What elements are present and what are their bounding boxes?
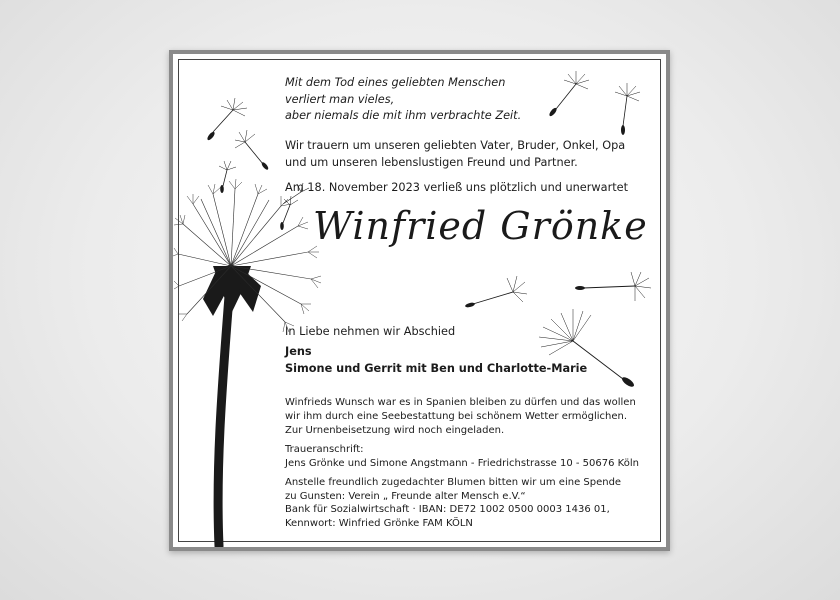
deceased-name: Winfried Grönke [313,204,648,248]
donation-info [285,476,621,530]
mourners-list [285,344,587,377]
dandelion-illustration [173,54,666,547]
wish-line: Zur Urnenbeisetzung wird noch eingeladen. [285,425,505,436]
donation-line: zu Gunsten: Verein „ Freunde alter Mensch e.V.“ [285,490,526,502]
motto-line: Mit dem Tod eines geliebten Menschen [285,76,506,89]
mourning-line: Wir trauern um unseren geliebten Vater, Bruder, Onkel, Opa [285,139,626,152]
wish-line: wir ihm durch eine Seebestattung bei schönem Wetter ermöglichen. [285,411,628,422]
donation-line: Bank für Sozialwirtschaft · IBAN: DE72 1002 0500 0003 1436 01, [285,504,610,515]
motto-line: aber niemals die mit ihm verbrachte Zeit. [285,109,522,122]
mourning-address [285,443,639,471]
motto-line: verliert man vieles, [285,92,395,106]
farewell-line: In Liebe nehmen wir Abschied [285,325,456,338]
mourning-statement [285,138,625,171]
date-line: Am 18. November 2023 verließ uns plötzlich und unerwartet [285,181,629,194]
obituary-card [169,50,670,551]
burial-wish [285,396,636,438]
mourning-line: und um unseren lebenslustigen Freund und Partner. [285,155,578,169]
donation-line: Anstelle freundlich zugedachter Blumen bitten wir um eine Spende [285,477,622,488]
address-line: Jens Grönke und Simone Angstmann - Friedrichstrasse 10 - 50676 Köln [285,458,639,469]
card-paper [173,54,666,547]
address-label: Traueranschrift: [285,444,364,455]
mourner-line: Simone und Gerrit mit Ben und Charlotte-Marie [285,361,588,375]
mourner-line: Jens [285,345,312,358]
donation-line: Kennwort: Winfried Grönke FAM KÖLN [285,517,473,529]
motto-quote [285,75,521,125]
wish-line: Winfrieds Wunsch war es in Spanien bleiben zu dürfen und das wollen [285,397,636,408]
